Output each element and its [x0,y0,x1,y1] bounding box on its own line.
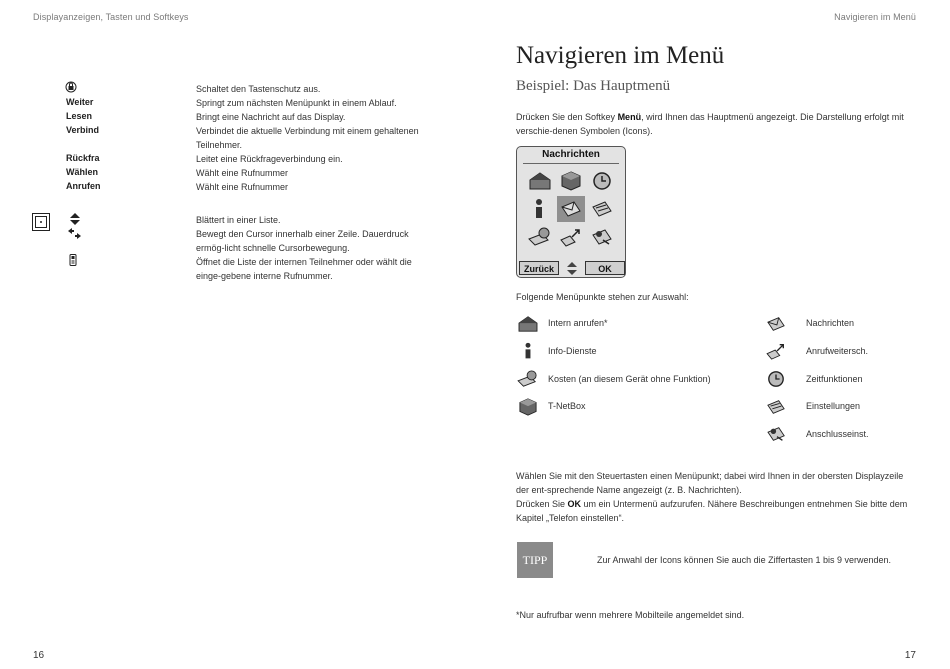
line-settings-icon [765,425,789,443]
intro-paragraph: Drücken Sie den Softkey Menü, wird Ihnen das Hauptmenü angezeigt. Die Darstellung erfolgt mit verschie-denen Symbolen (Icons). [516,112,904,136]
info-icon [531,198,547,220]
nav-desc-cursor: Bewegt den Cursor innerhalb einer Zeile. Dauerdruck ermög-licht schnelle Cursorbewegung. [196,229,409,253]
cursor-arrows-icon [68,228,81,239]
key-lock-icon [65,81,77,93]
softkey-anrufen: Anrufen [66,181,101,191]
house-icon [529,171,551,191]
softkey-ok[interactable]: OK [585,261,625,275]
line-settings-icon [591,227,615,247]
cost-icon [528,227,552,247]
page-subtitle: Beispiel: Das Hauptmenü [516,78,671,94]
softkey-desc-waehlen: Wählt eine Rufnummer [196,168,289,178]
call-forward-icon [560,227,584,247]
nav-desc-scroll: Blättert in einer Liste. [196,215,281,225]
softkey-weiter: Weiter [66,97,94,107]
softkey-desc-anrufen: Wählt eine Rufnummer [196,182,289,192]
house-icon [518,315,538,333]
up-down-arrow-icon [567,262,577,275]
softkey-verbind: Verbind [66,125,100,135]
menu-item-info-dienste: Info-Dienste [548,346,597,356]
footnote: *Nur aufrufbar wenn mehrere Mobilteile angemeldet sind. [516,610,745,620]
softkey-desc-verbind: Verbindet die aktuelle Verbindung mit einem gehaltenen Teilnehmer. [196,126,419,150]
up-down-arrow-icon [70,213,80,225]
cost-icon [516,370,540,388]
softkey-rueckfra: Rückfra [66,153,100,163]
menu-intro: Folgende Menüpunkte stehen zur Auswahl: [516,292,689,302]
clock-icon [591,171,613,191]
softkey-lesen: Lesen [66,111,93,121]
menu-item-anschlusseinst: Anschlusseinst. [806,429,869,439]
softkey-desc-lock: Schaltet den Tastenschutz aus. [196,84,321,94]
page-title: Navigieren im Menü [516,42,725,69]
menu-item-nachrichten: Nachrichten [806,318,855,328]
envelope-icon [560,199,582,219]
menu-item-t-netbox: T-NetBox [548,401,586,411]
tip-badge: TIPP [517,542,553,578]
instructions-paragraph: Wählen Sie mit den Steuertasten einen Menüpunkt; dabei wird Ihnen in der obersten Displayzeile der ent-sprechende Name angezeigt (z. B. Nachrichten). Drücken Sie OK um ein Untermenü aufzurufen. Nähere Beschreibungen entnehmen Sie bitte dem Kapitel „Telefon einstellen“. [516,471,908,523]
cube-icon [518,398,538,416]
call-forward-icon [765,342,789,360]
display-title: Nachrichten [542,149,600,160]
softkey-zurueck[interactable]: Zurück [519,261,559,275]
menu-item-intern-anrufen: Intern anrufen* [548,318,608,328]
clock-icon [766,370,786,388]
nav-desc-intern: Öffnet die Liste der internen Teilnehmer oder wählt die einge-gebene interne Rufnummer. [196,257,412,281]
envelope-icon [766,315,786,333]
softkey-waehlen: Wählen [66,167,99,177]
menu-item-einstellungen: Einstellungen [806,401,861,411]
navigation-key-icon [32,213,50,231]
settings-icon [765,398,787,416]
handset-list-icon [69,254,77,266]
softkey-desc-weiter: Springt zum nächsten Menüpunkt in einem Ablauf. [196,98,397,108]
cube-icon [560,171,582,191]
settings-icon [591,199,613,219]
display-divider [523,163,619,164]
right-running-header: Navigieren im Menü [834,12,916,22]
page-number-left: 16 [33,650,45,661]
page-number-right: 17 [904,650,916,661]
info-icon [518,342,538,360]
phone-display [516,146,626,278]
menu-item-zeitfunktionen: Zeitfunktionen [806,374,863,384]
softkey-desc-rueckfra: Leitet eine Rückfrageverbindung ein. [196,154,343,164]
left-running-header: Displayanzeigen, Tasten und Softkeys [33,12,189,22]
menu-item-anrufweitersch: Anrufweitersch. [806,346,869,356]
menu-item-kosten: Kosten (an diesem Gerät ohne Funktion) [548,374,711,384]
tip-text: Zur Anwahl der Icons können Sie auch die Ziffertasten 1 bis 9 verwenden. [597,555,892,565]
softkey-desc-lesen: Bringt eine Nachricht auf das Display. [196,112,346,122]
